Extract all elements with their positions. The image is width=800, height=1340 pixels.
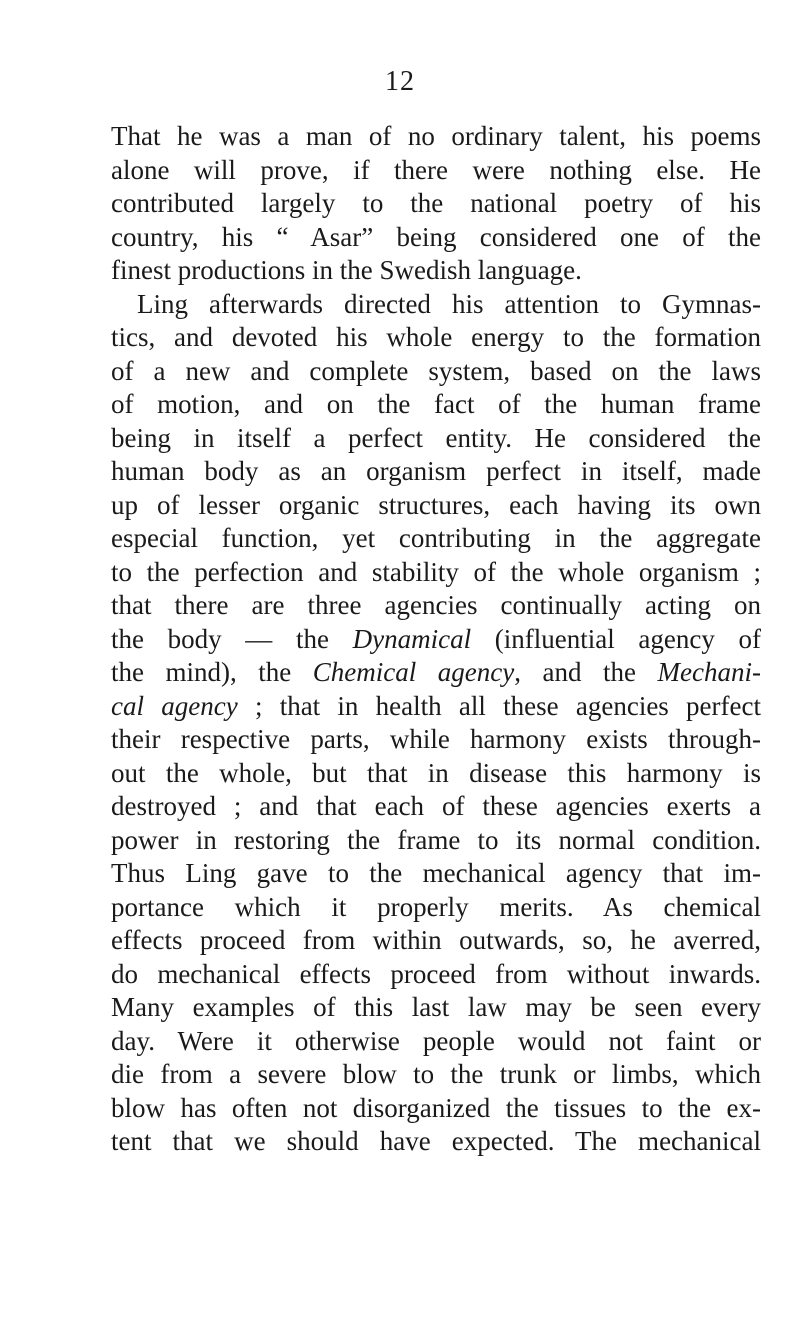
text-line <box>111 623 761 657</box>
text-line <box>111 924 761 958</box>
text-segment: alone will prove, if there were nothing else. He <box>111 154 761 185</box>
text-line <box>111 690 761 724</box>
italic-text: cal agency <box>111 690 238 721</box>
text-segment: human body as an organism perfect in itself, made <box>111 456 761 486</box>
text-segment: contributed largely to the national poetry of his <box>111 188 761 218</box>
text-line <box>111 288 761 322</box>
text-segment: of a new and complete system, based on the laws <box>111 355 761 386</box>
text-segment: day. Were it otherwise people would not faint or <box>111 1025 761 1056</box>
text-segment: their respective parts, while harmony exists through- <box>111 724 761 754</box>
text-segment: that there are three agencies continually acting on <box>111 590 761 620</box>
italic-text: Chemical agency <box>312 657 515 687</box>
text-line <box>111 1125 761 1159</box>
text-line <box>111 958 761 992</box>
text-segment: Ling afterwards directed his attention to Gymnas- <box>137 288 761 319</box>
text-line <box>111 120 761 154</box>
text-segment: blow has often not disorganized the tissues to the ex- <box>111 1092 761 1123</box>
text-line <box>111 422 761 456</box>
text-line <box>111 187 761 221</box>
italic-text: Dynamical <box>352 623 472 654</box>
text-segment: up of lesser organic structures, each having its own <box>111 489 761 520</box>
text-segment: tics, and devoted his whole energy to the formation <box>111 322 761 352</box>
text-segment: of motion, and on the fact of the human frame <box>111 389 761 419</box>
text-line <box>111 1058 761 1092</box>
text-segment: power in restoring the frame to its normal condition. <box>111 824 761 855</box>
text-segment: do mechanical effects proceed from without inwards. <box>111 958 761 989</box>
text-segment: Many examples of this last law may be seen every <box>111 992 761 1022</box>
text-line <box>111 221 761 255</box>
text-line <box>111 254 761 288</box>
text-segment: out the whole, but that in disease this harmony is <box>111 757 761 788</box>
text-line <box>111 556 761 590</box>
text-segment: die from a severe blow to the trunk or limbs, which <box>111 1059 761 1089</box>
text-segment: finest productions in the Swedish language. <box>111 255 582 285</box>
text-line <box>111 1025 761 1059</box>
text-line <box>111 355 761 389</box>
text-segment: destroyed ; and that each of these agencies exerts a <box>111 791 761 821</box>
text-segment: Thus Ling gave to the mechanical agency that im- <box>111 858 761 888</box>
text-line <box>111 489 761 523</box>
text-segment: being in itself a perfect entity. He considered the <box>111 422 761 453</box>
text-line <box>111 455 761 489</box>
text-line <box>111 321 761 355</box>
text-segment: the mind), the <box>111 657 313 687</box>
text-segment: ; that in health all these agencies perfect <box>237 690 761 721</box>
italic-text: Mechani- <box>657 657 761 687</box>
text-line <box>111 154 761 188</box>
page-number: 12 <box>385 66 415 97</box>
text-segment: to the perfection and stability of the whole organism ; <box>111 556 761 587</box>
text-segment: portance which it properly merits. As chemical <box>111 891 761 922</box>
text-segment: That he was a man of no ordinary talent, his poems <box>111 121 761 151</box>
text-line <box>111 824 761 858</box>
text-segment: tent that we should have expected. The mechanical <box>111 1126 761 1156</box>
text-line <box>111 1092 761 1126</box>
text-line <box>111 388 761 422</box>
text-line <box>111 656 761 690</box>
text-line <box>111 991 761 1025</box>
text-line <box>111 723 761 757</box>
text-line <box>111 891 761 925</box>
text-segment: (influential agency of <box>471 623 761 654</box>
text-segment: effects proceed from within outwards, so, he averred, <box>111 925 761 955</box>
text-segment: , and the <box>514 657 658 687</box>
text-line <box>111 757 761 791</box>
text-line <box>111 857 761 891</box>
text-segment: country, his “ Asar” being considered one of the <box>111 221 761 252</box>
text-line <box>111 589 761 623</box>
text-line <box>111 790 761 824</box>
text-segment: especial function, yet contributing in the aggregate <box>111 523 761 553</box>
body-text <box>111 120 761 1159</box>
text-segment: the body — the <box>111 623 353 654</box>
text-line <box>111 522 761 556</box>
